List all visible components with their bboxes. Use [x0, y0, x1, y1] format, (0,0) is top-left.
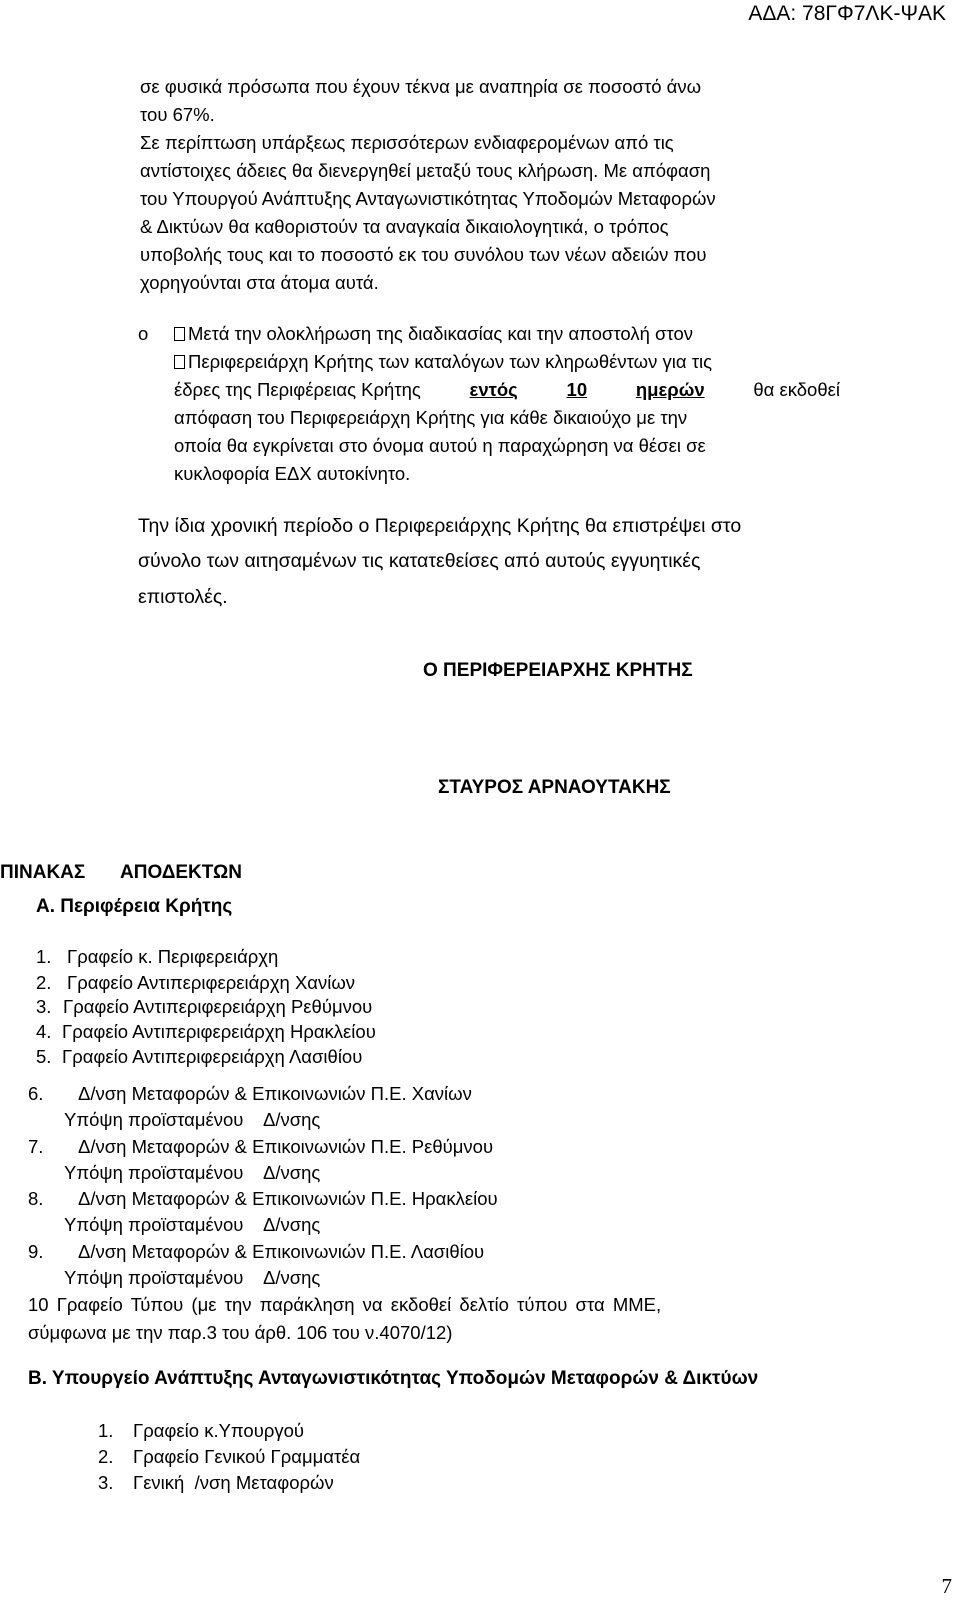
item-number: 6. — [28, 1083, 44, 1104]
list-item-note: Υπόψη προϊσταμένου Δ/νσης — [64, 1267, 321, 1288]
item-text: Δ/νση Μεταφορών & Επικοινωνιών Π.Ε. Χανίων — [78, 1083, 472, 1104]
list-item — [36, 996, 373, 1018]
text-line: χορηγούνται στα άτομα αυτά. — [140, 272, 379, 293]
item-text: Γραφείο Αντιπεριφερειάρχη Ρεθύμνου — [63, 996, 373, 1017]
list-item-note: Υπόψη προϊσταμένου Δ/νσης — [64, 1109, 321, 1130]
missing-glyph-icon — [174, 327, 185, 341]
item-number: 3. — [36, 996, 52, 1017]
list-item-note: Υπόψη προϊσταμένου Δ/νσης — [64, 1214, 321, 1235]
list-item — [36, 1021, 376, 1043]
list-item — [98, 1446, 361, 1468]
item-text: Γραφείο Αντιπεριφερειάρχη Λασιθίου — [62, 1046, 363, 1067]
recipients-heading-b: ΑΠΟΔΕΚΤΩΝ — [120, 862, 242, 883]
list-item — [36, 972, 356, 994]
bullet-line-6: κυκλοφορία ΕΔΧ αυτοκίνητο. — [174, 463, 411, 484]
item-text: Γραφείο Αντιπεριφερειάρχη Ηρακλείου — [62, 1021, 376, 1042]
bullet-line-1 — [174, 318, 693, 349]
recipients-heading-a: ΠΙΝΑΚΑΣ — [0, 862, 86, 883]
item-text: 10 Γραφείο Τύπου (με την παράκληση να εκδοθεί δελτίο τύπου στα ΜΜΕ, — [28, 1294, 662, 1315]
bullet-line-2 — [174, 346, 712, 377]
list-item — [28, 1188, 498, 1210]
emphasis-ten: 10 — [566, 379, 588, 400]
text-line: του 67%. — [140, 104, 215, 125]
item-number: 4. — [36, 1021, 52, 1042]
item-number: 3. — [98, 1472, 114, 1493]
ada-code: ΑΔΑ: 78ΓΦ7ΛΚ-ΨΑΚ — [748, 2, 946, 25]
list-item — [98, 1420, 305, 1442]
text: έδρες της Περιφέρειας Κρήτης — [174, 379, 421, 400]
item-text: Γενική /νση Μεταφορών — [133, 1472, 334, 1493]
item-number: 2. — [98, 1446, 114, 1467]
item-number: 5. — [36, 1046, 52, 1067]
list-item-10 — [28, 1294, 826, 1316]
text-line: σύνολο των αιτησαμένων τις κατατεθείσες από αυτούς εγγυητικές — [138, 550, 701, 572]
item-number: 7. — [28, 1136, 44, 1157]
signatory-title: Ο ΠΕΡΙΦΕΡΕΙΑΡΧΗΣ ΚΡΗΤΗΣ — [423, 660, 693, 681]
item-text: Γραφείο κ. Περιφερειάρχη — [67, 946, 279, 967]
item-text: Γραφείο Γενικού Γραμματέα — [133, 1446, 361, 1467]
text: θα εκδοθεί — [753, 379, 840, 400]
item-number: 8. — [28, 1188, 44, 1209]
item-text: Δ/νση Μεταφορών & Επικοινωνιών Π.Ε. Λασιθίου — [78, 1241, 485, 1262]
list-item-10-continued: σύμφωνα με την παρ.3 του άρθ. 106 του ν.4070/12) — [28, 1322, 453, 1343]
list-item — [36, 946, 279, 968]
list-item — [28, 1136, 494, 1158]
bullet-line-5: οποία θα εγκρίνεται στο όνομα αυτού η παραχώρηση να θέσει σε — [174, 435, 706, 456]
missing-glyph-icon — [174, 355, 185, 369]
text-line: σε φυσικά πρόσωπα που έχουν τέκνα με αναπηρία σε ποσοστό άνω — [140, 76, 702, 97]
item-number: 2. — [36, 972, 52, 993]
item-text: Γραφείο κ.Υπουργού — [133, 1420, 305, 1441]
item-number: 9. — [28, 1241, 44, 1262]
list-item — [36, 1046, 363, 1068]
bullet-marker: o — [138, 323, 149, 344]
text-line: υποβολής τους και το ποσοστό εκ του συνόλου των νέων αδειών που — [140, 244, 707, 265]
text-line: Την ίδια χρονική περίοδο ο Περιφερειάρχης Κρήτης θα επιστρέψει στο — [138, 515, 742, 537]
item-text: Δ/νση Μεταφορών & Επικοινωνιών Π.Ε. Ρεθύμνου — [78, 1136, 494, 1157]
emphasis-within: εντός — [469, 379, 518, 400]
bullet-line-4: απόφαση του Περιφερειάρχη Κρήτης για κάθε δικαιούχο με την — [174, 407, 688, 428]
item-number: 1. — [36, 946, 52, 967]
list-item-note: Υπόψη προϊσταμένου Δ/νσης — [64, 1162, 321, 1183]
list-item — [98, 1472, 334, 1494]
text: Μετά την ολοκλήρωση της διαδικασίας και την αποστολή στον — [188, 323, 694, 344]
item-text: Δ/νση Μεταφορών & Επικοινωνιών Π.Ε. Ηρακλείου — [78, 1188, 498, 1209]
text: Περιφερειάρχη Κρήτης των καταλόγων των κληρωθέντων για τις — [188, 351, 713, 372]
bullet-line-3 — [174, 374, 840, 405]
page-number: 7 — [941, 1574, 952, 1598]
text-line: & Δικτύων θα καθοριστούν τα αναγκαία δικαιολογητικά, ο τρόπος — [140, 216, 669, 237]
text-line: του Υπουργού Ανάπτυξης Ανταγωνιστικότητας Υποδομών Μεταφορών — [140, 188, 716, 209]
section-a-title: Α. Περιφέρεια Κρήτης — [36, 896, 233, 917]
item-number: 1. — [98, 1420, 114, 1441]
section-b-title: Β. Υπουργείο Ανάπτυξης Ανταγωνιστικότητας Υποδομών Μεταφορών & Δικτύων — [28, 1368, 759, 1389]
signatory-name: ΣΤΑΥΡΟΣ ΑΡΝΑΟΥΤΑΚΗΣ — [438, 777, 671, 798]
text-line: επιστολές. — [138, 586, 228, 608]
item-text: Γραφείο Αντιπεριφερειάρχη Χανίων — [67, 972, 356, 993]
text-line: αντίστοιχες άδειες θα διενεργηθεί μεταξύ τους κλήρωση. Με απόφαση — [140, 160, 711, 181]
emphasis-days: ημερών — [635, 379, 705, 400]
list-item — [28, 1083, 472, 1105]
text-line: Σε περίπτωση υπάρξεως περισσότερων ενδιαφερομένων από τις — [140, 132, 674, 153]
list-item — [28, 1241, 485, 1263]
